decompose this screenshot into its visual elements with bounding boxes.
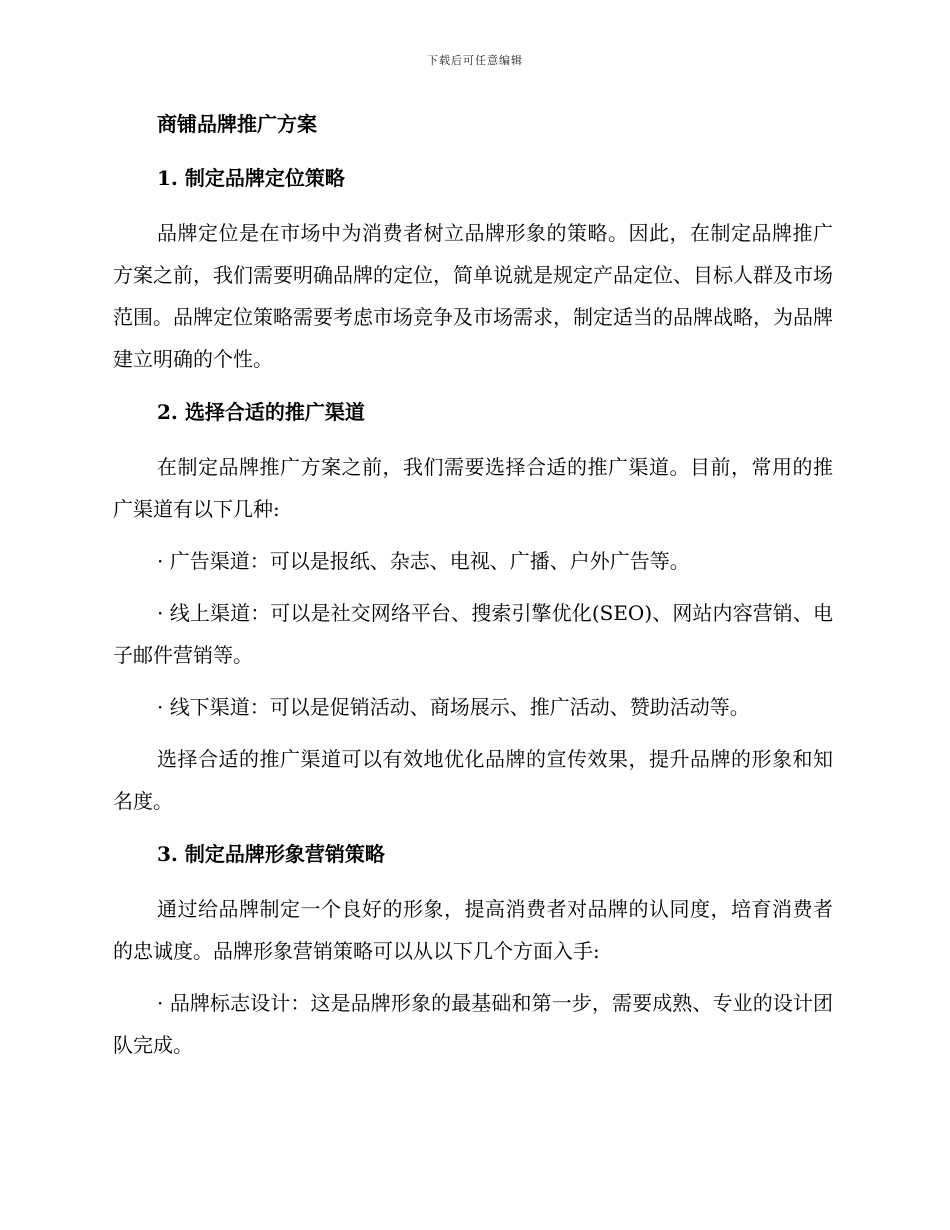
section-1-heading: 1. 制定品牌定位策略 [157, 166, 345, 190]
section-2-conclusion: 选择合适的推广渠道可以有效地优化品牌的宣传效果，提升品牌的形象和知名度。 [113, 747, 833, 813]
section-3-bullet-1: · 品牌标志设计：这是品牌形象的最基础和第一步，需要成熟、专业的设计团队完成。 [113, 991, 833, 1057]
section-1-paragraph: 品牌定位是在市场中为消费者树立品牌形象的策略。因此，在制定品牌推广方案之前，我们需要明确品牌的定位，简单说就是规定产品定位、目标人群及市场范围。品牌定位策略需要考虑市场竞争及市场需求，制定适当的品牌战略，为品牌建立明确的个性。 [113, 221, 833, 371]
section-2-intro: 在制定品牌推广方案之前，我们需要选择合适的推广渠道。目前，常用的推广渠道有以下几种: [113, 455, 833, 521]
section-3-heading: 3. 制定品牌形象营销策略 [157, 842, 385, 866]
section-2-bullet-3: · 线下渠道：可以是促销活动、商场展示、推广活动、赞助活动等。 [157, 695, 750, 719]
section-3-intro: 通过给品牌制定一个良好的形象，提高消费者对品牌的认同度，培育消费者的忠诚度。品牌形象营销策略可以从以下几个方面入手: [113, 897, 833, 963]
section-2-heading: 2. 选择合适的推广渠道 [157, 400, 365, 424]
header-note: 下载后可任意编辑 [427, 54, 523, 67]
section-2-bullet-2: · 线上渠道：可以是社交网络平台、搜索引擎优化(SEO)、网站内容营销、电子邮件营销等。 [113, 601, 833, 667]
document-title: 商铺品牌推广方案 [157, 112, 317, 136]
section-2-bullet-1: · 广告渠道：可以是报纸、杂志、电视、广播、户外广告等。 [157, 549, 690, 573]
document-body [113, 108, 833, 1076]
